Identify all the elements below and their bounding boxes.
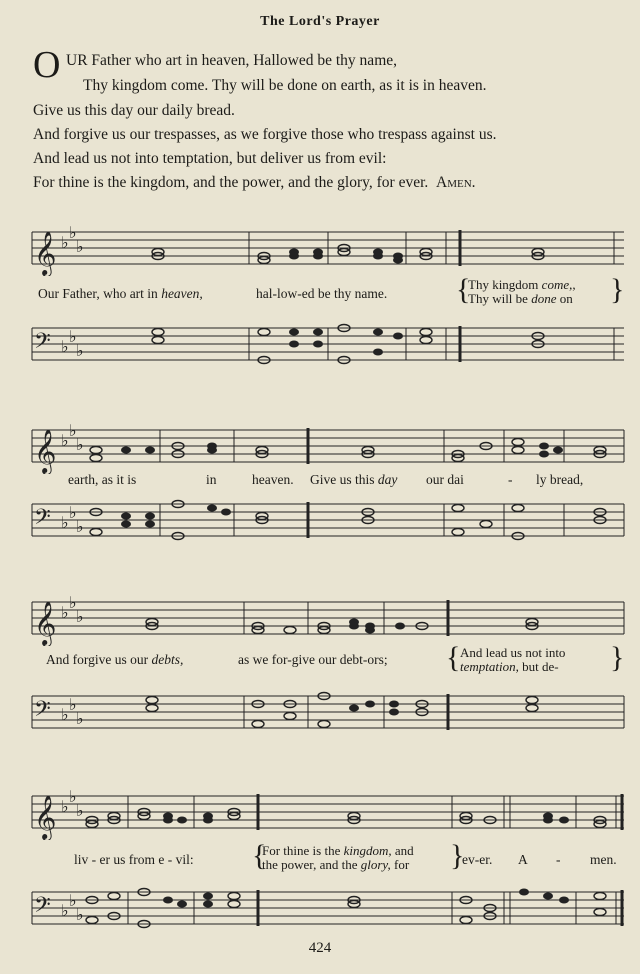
svg-text:♭: ♭ xyxy=(76,437,84,454)
lyric-4-w4: - xyxy=(556,852,561,867)
prayer-line-6: For thine is the kingdom, and the power, and the glory, for ever. Amen. xyxy=(33,174,476,191)
svg-text:♭: ♭ xyxy=(76,711,84,728)
lyric-2-w4-italic: day xyxy=(377,472,398,487)
prayer-line-5: And lead us not into temptation, but deliver us from evil: xyxy=(33,150,387,167)
bass-staff xyxy=(28,886,628,936)
svg-text:♭: ♭ xyxy=(61,339,69,356)
svg-text:♭: ♭ xyxy=(76,803,84,820)
alt-lyric-brace-3: { And lead us not into temptation, but de- } xyxy=(446,641,625,674)
svg-text:♭: ♭ xyxy=(76,519,84,536)
drop-cap: O xyxy=(33,44,61,86)
svg-text:♭: ♭ xyxy=(69,329,77,346)
alt-lyric-brace-1: { Thy kingdom come,, Thy will be done on } xyxy=(456,273,625,306)
svg-text:♭: ♭ xyxy=(61,515,69,532)
svg-text:♭: ♭ xyxy=(61,235,69,252)
svg-text:𝄞: 𝄞 xyxy=(34,231,57,275)
svg-text:♭: ♭ xyxy=(69,697,77,714)
treble-staff xyxy=(28,226,628,276)
bass-staff xyxy=(28,690,628,740)
prayer-line-3: Give us this day our daily bread. xyxy=(33,102,235,119)
prayer-line-2: Thy kingdom come. Thy will be done on earth, as it is in heaven. xyxy=(83,77,487,94)
svg-text:♭: ♭ xyxy=(69,596,77,612)
prayer-line-4: And forgive us our trespasses, as we forgive those who trespass against us. xyxy=(33,126,497,143)
svg-text:𝄢: 𝄢 xyxy=(34,697,51,727)
svg-text:♭: ♭ xyxy=(69,893,77,910)
svg-text:♭: ♭ xyxy=(76,343,84,360)
prayer-line-1: UR Father who art in heaven, Hallowed be thy name, xyxy=(66,52,398,69)
svg-text:𝄞: 𝄞 xyxy=(34,429,57,473)
svg-text:♭: ♭ xyxy=(69,424,77,440)
lyric-4-w3: A xyxy=(518,852,528,867)
page-number: 424 xyxy=(308,940,332,956)
svg-text:♭: ♭ xyxy=(69,790,77,806)
lyric-4-w1: liv - er us from e - vil: xyxy=(74,852,194,867)
treble-staff xyxy=(28,424,628,474)
svg-text:♭: ♭ xyxy=(61,707,69,724)
lyric-4-w5: men. xyxy=(590,852,617,867)
svg-text:♭: ♭ xyxy=(69,226,77,242)
bass-staff xyxy=(28,498,628,548)
lyric-2-w3: heaven. xyxy=(252,472,294,487)
svg-text:♭: ♭ xyxy=(76,609,84,626)
lyric-3-w1-italic: debts, xyxy=(151,652,184,667)
alt-lyric-brace-4: { For thine is the kingdom, and the power, and the glory, for } xyxy=(252,839,465,872)
lyric-1a: Our Father, who art in xyxy=(38,286,158,301)
lyric-2-w7: ly bread, xyxy=(536,472,584,487)
treble-staff xyxy=(28,790,628,840)
lyric-3-w2: as we for-give our debt-ors; xyxy=(238,652,388,667)
svg-text:♭: ♭ xyxy=(61,903,69,920)
svg-text:♭: ♭ xyxy=(61,605,69,622)
svg-text:𝄢: 𝄢 xyxy=(34,893,51,923)
lyric-2-w4: Give us this xyxy=(310,472,375,487)
svg-text:♭: ♭ xyxy=(76,907,84,924)
svg-text:♭: ♭ xyxy=(76,239,84,256)
lyric-4-w2: ev-er. xyxy=(462,852,493,867)
lyric-2-w2: in xyxy=(206,472,217,487)
lyric-3-w1: And forgive us our xyxy=(46,652,149,667)
lyric-1a-italic: heaven, xyxy=(161,286,203,301)
bass-staff xyxy=(28,322,628,372)
svg-text:𝄞: 𝄞 xyxy=(34,795,57,839)
amen: Amen. xyxy=(436,174,476,191)
treble-staff xyxy=(28,596,628,646)
lyric-1b: hal-low-ed be thy name. xyxy=(256,286,388,301)
svg-text:♭: ♭ xyxy=(69,505,77,522)
svg-text:𝄢: 𝄢 xyxy=(34,505,51,535)
lyric-2-w1: earth, as it is xyxy=(68,472,137,487)
svg-text:𝄞: 𝄞 xyxy=(34,601,57,645)
svg-text:𝄢: 𝄢 xyxy=(34,329,51,359)
svg-text:♭: ♭ xyxy=(61,433,69,450)
hymn-title: The Lord's Prayer xyxy=(260,14,380,29)
lyric-2-w6: - xyxy=(508,472,513,487)
lyric-2-w5: our dai xyxy=(426,472,464,487)
svg-text:♭: ♭ xyxy=(61,799,69,816)
